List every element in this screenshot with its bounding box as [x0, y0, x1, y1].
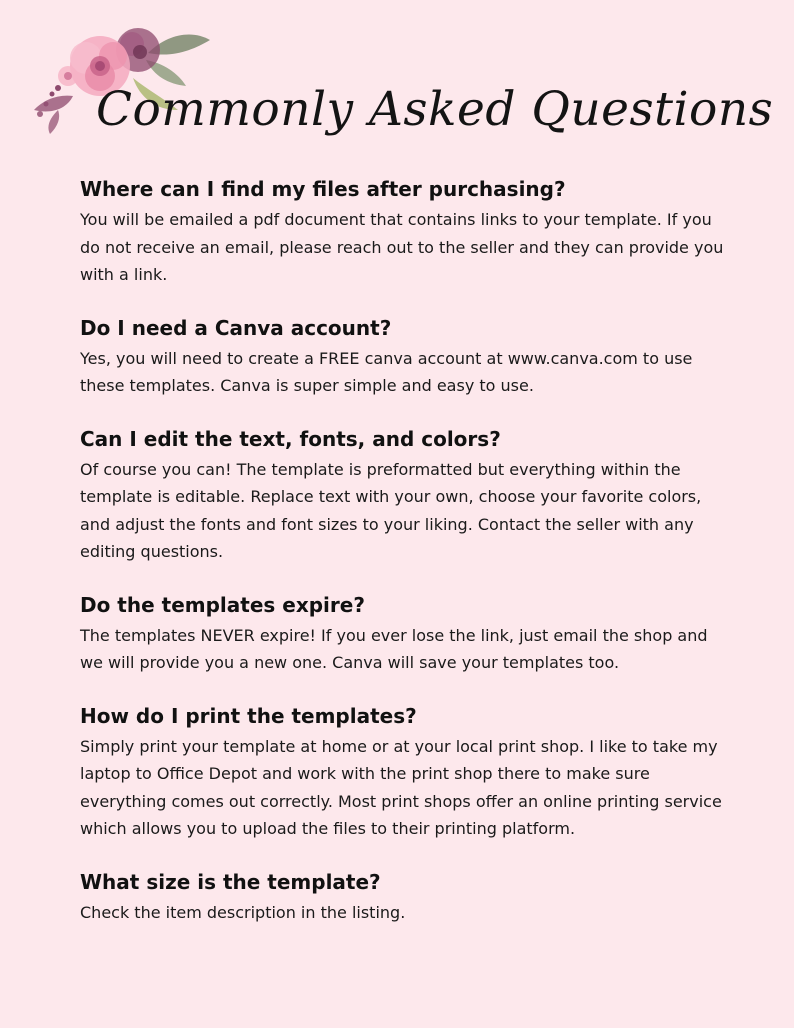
faq-question: How do I print the templates? — [80, 703, 417, 728]
faq-answer: Of course you can! The template is preformatted but everything within the template is editable. Replace text with your own, choose your favorite colors, and adjust the fonts and font sizes to your liking. Contact the seller with any editing questions. — [80, 459, 702, 561]
faq-item — [80, 311, 730, 400]
faq-question: Can I edit the text, fonts, and colors? — [80, 426, 501, 451]
faq-question: Do the templates expire? — [80, 592, 365, 617]
faq-answer: Check the item description in the listing. — [80, 902, 406, 922]
faq-answer: The templates NEVER expire! If you ever lose the link, just email the shop and we will provide you a new one. Canva will save your templates too. — [80, 625, 708, 672]
page-title: Commonly Asked Questions — [96, 82, 774, 137]
faq-item — [80, 172, 730, 289]
faq-answer: You will be emailed a pdf document that contains links to your template. If you do not receive an email, please reach out to the seller and they can provide you with a link. — [80, 210, 724, 284]
faq-list — [80, 172, 730, 948]
faq-question: What size is the template? — [80, 869, 381, 894]
faq-question: Where can I find my files after purchasing? — [80, 177, 566, 201]
faq-answer: Simply print your template at home or at your local print shop. I like to take my laptop to Office Depot and work with the print shop there to make sure everything comes out correctly. Most print shops offer an online printing service which allows you to upload the files to their printing platform. — [80, 736, 722, 838]
faq-answer: Yes, you will need to create a FREE canva account at www.canva.com to use these templates. Canva is super simple and easy to use. — [80, 348, 693, 395]
faq-question: Do I need a Canva account? — [80, 315, 392, 340]
faq-item — [80, 422, 730, 566]
faq-item — [80, 865, 730, 927]
faq-item — [80, 699, 730, 843]
faq-item — [80, 588, 730, 677]
